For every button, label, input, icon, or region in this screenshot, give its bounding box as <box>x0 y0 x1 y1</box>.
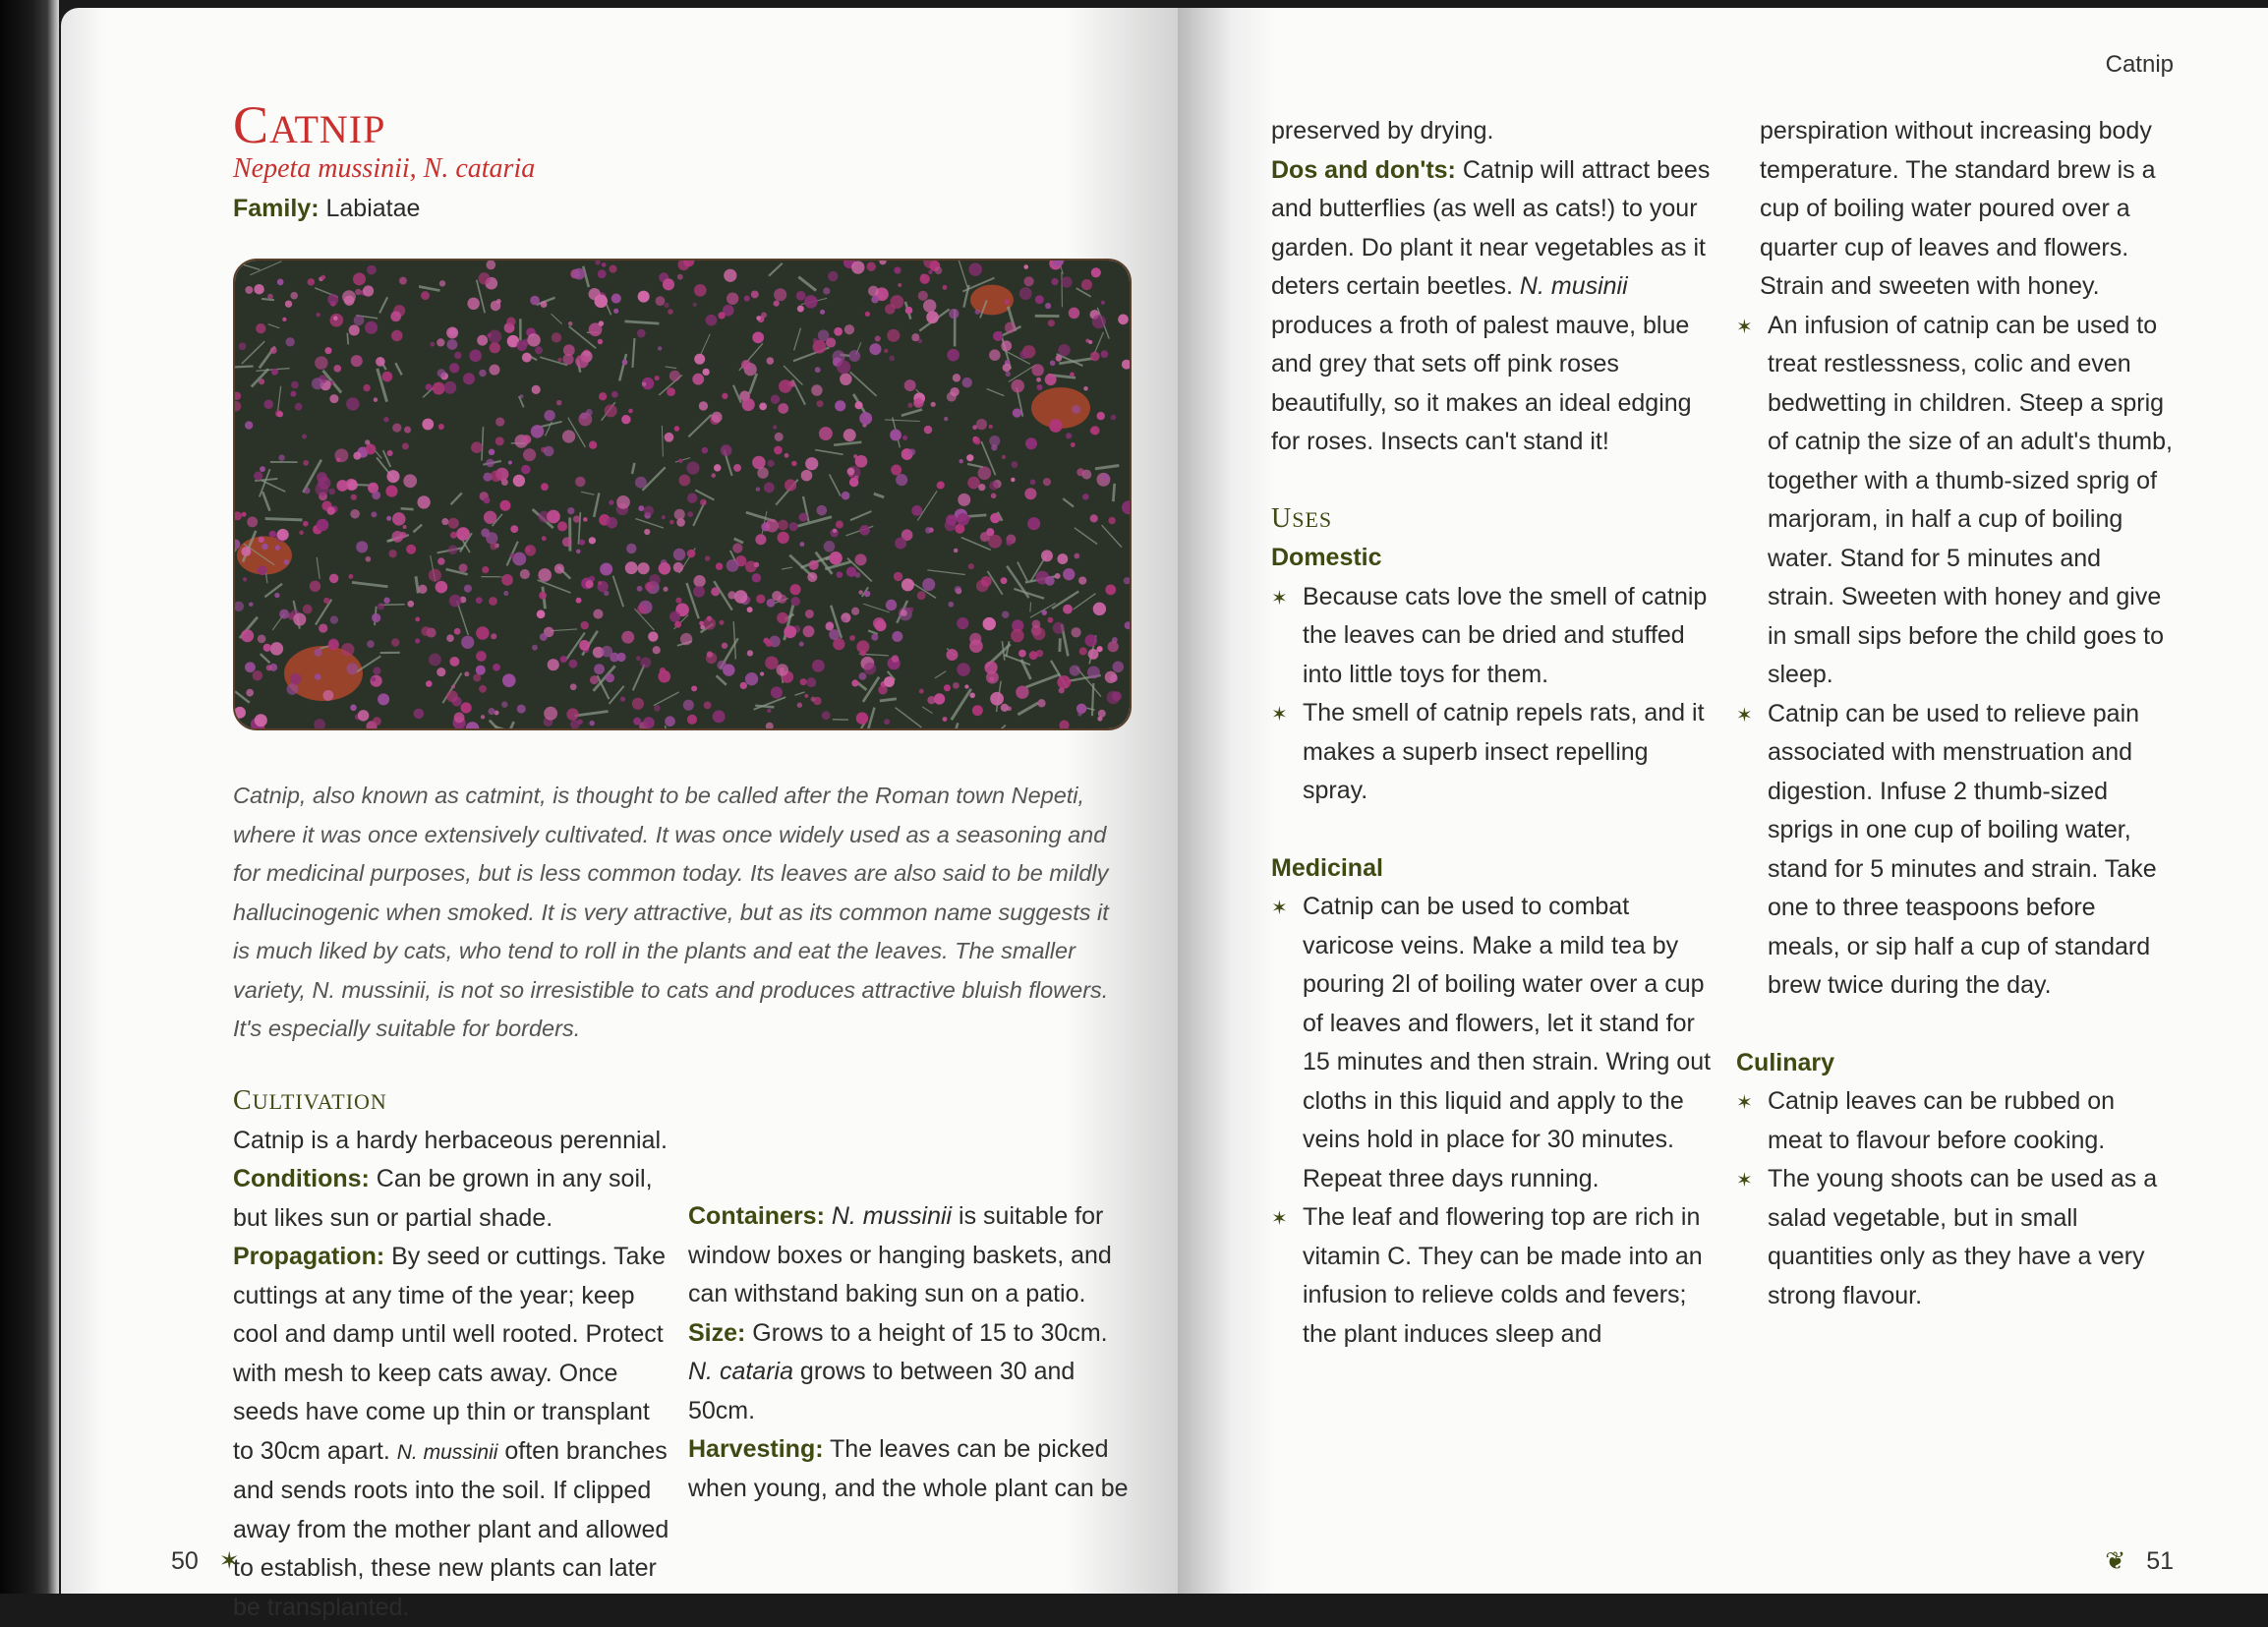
sprig-icon: ✶ <box>1271 890 1288 929</box>
sprig-icon: ✶ <box>1271 696 1288 735</box>
book-binding <box>0 0 59 1594</box>
medicinal-item: ✶ Catnip can be used to combat varicose veins. Make a mild tea by pouring 2l of boiling water over a cup of leaves and flowers, let it stand for 15 minutes and then strain. Wring out cloths in this liquid and apply to the veins hold in place for 30 minutes. Repeat three days running. <box>1271 888 1714 1198</box>
sprig-icon: ✶ <box>1271 580 1288 619</box>
containers-para: Containers: N. mussinii is suitable for window boxes or hanging baskets, and can withstand baking sun on a patio. <box>688 1197 1131 1314</box>
intro-paragraph: Catnip, also known as catmint, is thought to be called after the Roman town Nepeti, where it was once extensively cultivated. It was once widely used as a seasoning and for medicinal purposes, but is less common today. Its leaves are also said to be mildly hallucinogenic when smoked. It is very attractive, but as its common name suggests it is much liked by cats, who tend to roll in the plants and eat the leaves. The smaller variety, N. mussinii, is not so irresistible to cats and produces attractive bluish flowers. It's especially suitable for borders. <box>233 777 1123 1049</box>
sprig-icon: ✶ <box>1271 1200 1288 1240</box>
left-page <box>61 8 1178 1594</box>
propagation-para: Propagation: By seed or cuttings. Take cuttings at any time of the year; keep cool and damp until well rooted. Protect with mesh to keep cats away. Once seeds have come up thin or transplant to 30cm apart. N. mussinii often branches and sends roots into the soil. If clipped away from the mother plant and allowed to establish, these new plants can later be transplanted. <box>233 1238 675 1627</box>
brew-para: perspiration without increasing body temperature. The standard brew is a cup of boiling water poured over a quarter cup of leaves and flowers. Strain and sweeten with honey. <box>1736 112 2174 307</box>
page-number-right: ❦ 51 <box>2105 1546 2174 1576</box>
family-line: Family: Labiatae <box>233 195 420 223</box>
catnip-photo <box>233 259 1132 730</box>
dos-para: Dos and don'ts: Catnip will attract bees and butterflies (as well as cats!) to your garden. Do plant it near vegetables as it deters certain beetles. N. musinii produces a froth of palest mauve, blue and grey that sets off pink roses beautifully, so it makes an ideal edging for roses. Insects can't stand it! <box>1271 151 1714 462</box>
cultivation-column-2 <box>688 1081 1131 1508</box>
conditions-para: Conditions: Can be grown in any soil, but likes sun or partial shade. <box>233 1160 675 1238</box>
domestic-heading: Domestic <box>1271 539 1714 578</box>
medicinal-heading: Medicinal <box>1271 849 1714 889</box>
domestic-item: ✶ Because cats love the smell of catnip the leaves can be dried and stuffed into little toys for them. <box>1271 578 1714 695</box>
running-head: Catnip <box>2106 51 2174 79</box>
uses-heading: USES <box>1271 499 1714 540</box>
cultivation-column-1 <box>233 1081 675 1627</box>
sprig-icon: ✶ <box>219 1547 240 1575</box>
size-para: Size: Grows to a height of 15 to 30cm. N. cataria grows to between 30 and 50cm. <box>688 1314 1131 1431</box>
sprig-icon: ✶ <box>1736 1084 1753 1124</box>
remedy-item: ✶ Catnip can be used to relieve pain associated with menstruation and digestion. Infuse 2 thumb-sized sprigs in one cup of boiling water, stand for 5 minutes and strain. Take one to three teaspoons before meals, or sip half a cup of standard brew twice during the day. <box>1736 695 2174 1006</box>
cultivation-intro: Catnip is a hardy herbaceous perennial. <box>233 1122 675 1161</box>
cultivation-heading: CULTIVATION <box>233 1081 675 1122</box>
page-number-left: 50 ✶ <box>171 1546 240 1576</box>
culinary-heading: Culinary <box>1736 1044 2174 1083</box>
right-column-1 <box>1271 112 1714 1354</box>
medicinal-item: ✶ The leaf and flowering top are rich in vitamin C. They can be made into an infusion to relieve colds and fevers; the plant induces sleep and <box>1271 1198 1714 1354</box>
domestic-item: ✶ The smell of catnip repels rats, and it makes a superb insect repelling spray. <box>1271 694 1714 811</box>
remedy-item: ✶ An infusion of catnip can be used to treat restlessness, colic and even bedwetting in children. Steep a sprig of catnip the size of an adult's thumb, together with a thumb-sized sprig of marjoram, in half a cup of boiling water. Stand for 5 minutes and strain. Sweeten with honey and give in small sips before the child goes to sleep. <box>1736 307 2174 695</box>
right-column-2 <box>1736 112 2174 1315</box>
preserved-line: preserved by drying. <box>1271 112 1714 151</box>
sprig-icon: ✶ <box>1736 1162 1753 1201</box>
harvesting-para: Harvesting: The leaves can be picked when young, and the whole plant can be <box>688 1430 1131 1508</box>
right-page <box>1178 8 2268 1594</box>
culinary-item: ✶ Catnip leaves can be rubbed on meat to flavour before cooking. <box>1736 1082 2174 1160</box>
leaf-icon: ❦ <box>2105 1547 2125 1575</box>
sprig-icon: ✶ <box>1736 309 1753 348</box>
sprig-icon: ✶ <box>1736 697 1753 736</box>
culinary-item: ✶ The young shoots can be used as a salad vegetable, but in small quantities only as they have a very strong flavour. <box>1736 1160 2174 1315</box>
latin-name: Nepeta mussinii, N. cataria <box>233 153 535 185</box>
page-title: CATNIP <box>233 94 385 155</box>
